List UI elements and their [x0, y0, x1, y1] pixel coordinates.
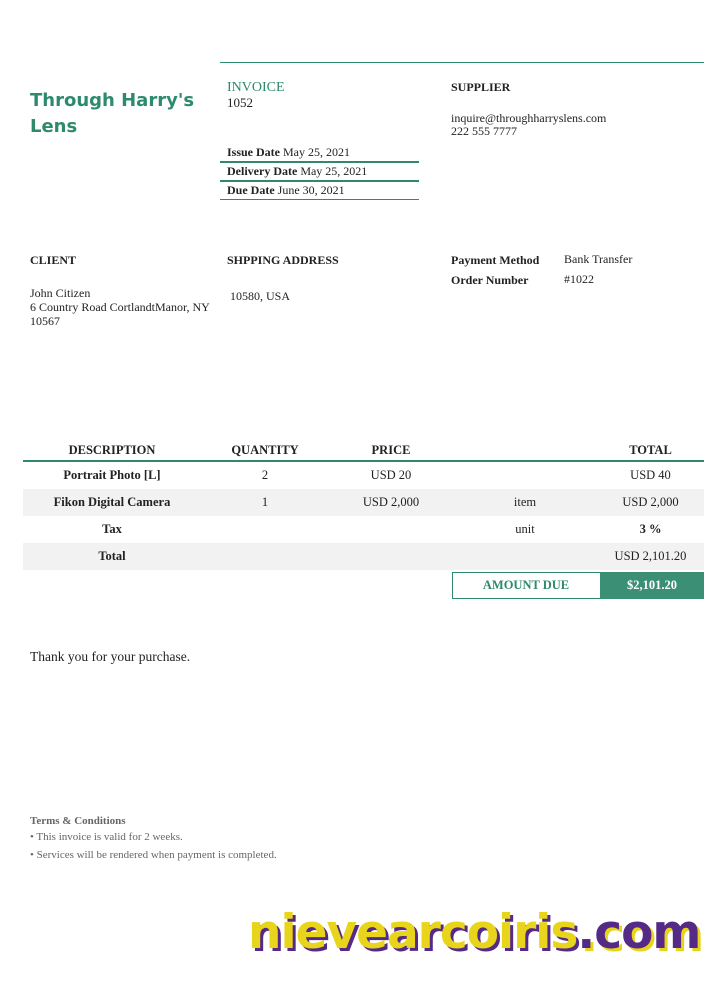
line-items-table [23, 440, 704, 570]
payment-method-value: Bank Transfer [564, 252, 633, 266]
terms-line: • This invoice is valid for 2 weeks. [30, 831, 183, 843]
watermark-name: nievearcoiris [248, 905, 578, 960]
order-number-value: #1022 [564, 272, 594, 286]
row-total: 3 % [639, 522, 662, 536]
supplier-phone: 222 555 7777 [451, 124, 517, 138]
delivery-date-row [220, 163, 419, 182]
watermark-dot: . [577, 905, 595, 960]
table-row [23, 543, 704, 570]
row-total: USD 2,101.20 [597, 543, 704, 570]
table-header-row [23, 440, 704, 461]
row-extra: item [453, 489, 597, 516]
invoice-dates [220, 144, 419, 200]
row-price [329, 516, 453, 543]
row-quantity [201, 543, 329, 570]
shipping-address: 10580, USA [230, 289, 291, 303]
supplier-email: inquire@throughharryslens.com [451, 111, 607, 125]
row-price: USD 20 [370, 468, 412, 482]
issue-date-label: Issue Date [227, 145, 280, 159]
terms-title: Terms & Conditions [30, 815, 126, 827]
table-row [23, 489, 704, 516]
row-extra: unit [515, 522, 535, 536]
row-price: USD 2,000 [329, 489, 453, 516]
due-date-row [220, 182, 419, 200]
row-description: Tax [102, 522, 122, 536]
due-date-value: June 30, 2021 [277, 183, 345, 197]
payment-method-label: Payment Method [451, 253, 540, 267]
amount-due-label: AMOUNT DUE [482, 578, 570, 592]
header-description: DESCRIPTION [23, 440, 201, 461]
company-name: Through Harry's Lens [30, 90, 195, 137]
thank-you-note: Thank you for your purchase. [30, 649, 191, 664]
header-blank [453, 440, 597, 461]
header-quantity: QUANTITY [201, 440, 329, 461]
row-price [329, 543, 453, 570]
client-address: 6 Country Road CortlandtManor, NY 10567 [30, 300, 210, 328]
invoice-number: 1052 [227, 95, 253, 110]
header-divider [220, 62, 704, 63]
watermark-logo [248, 905, 700, 960]
amount-due-value: $2,101.20 [600, 572, 704, 599]
table-row [23, 516, 704, 543]
row-extra [453, 461, 597, 489]
row-total: USD 2,000 [597, 489, 704, 516]
row-quantity [201, 516, 329, 543]
issue-date-row [220, 144, 419, 163]
delivery-date-label: Delivery Date [227, 164, 298, 178]
row-description: Portrait Photo [L] [63, 468, 161, 482]
header-total: TOTAL [597, 440, 704, 461]
row-description: Fikon Digital Camera [23, 489, 201, 516]
table-row [23, 461, 704, 489]
terms-line: • Services will be rendered when payment is completed. [30, 849, 277, 861]
watermark-tld: com [594, 905, 701, 960]
supplier-title: SUPPLIER [451, 80, 511, 94]
delivery-date-value: May 25, 2021 [300, 164, 368, 178]
issue-date-value: May 25, 2021 [283, 145, 350, 159]
row-extra [453, 543, 597, 570]
row-total: USD 40 [630, 468, 671, 482]
client-title: CLIENT [30, 253, 77, 267]
row-quantity: 1 [201, 489, 329, 516]
header-price: PRICE [329, 440, 453, 461]
order-number-label: Order Number [451, 273, 529, 287]
client-name: John Citizen [30, 286, 91, 300]
shipping-title: SHPPING ADDRESS [227, 253, 339, 267]
row-description: Total [23, 543, 201, 570]
invoice-label: INVOICE [227, 80, 285, 95]
due-date-label: Due Date [227, 183, 275, 197]
row-quantity: 2 [261, 468, 269, 482]
